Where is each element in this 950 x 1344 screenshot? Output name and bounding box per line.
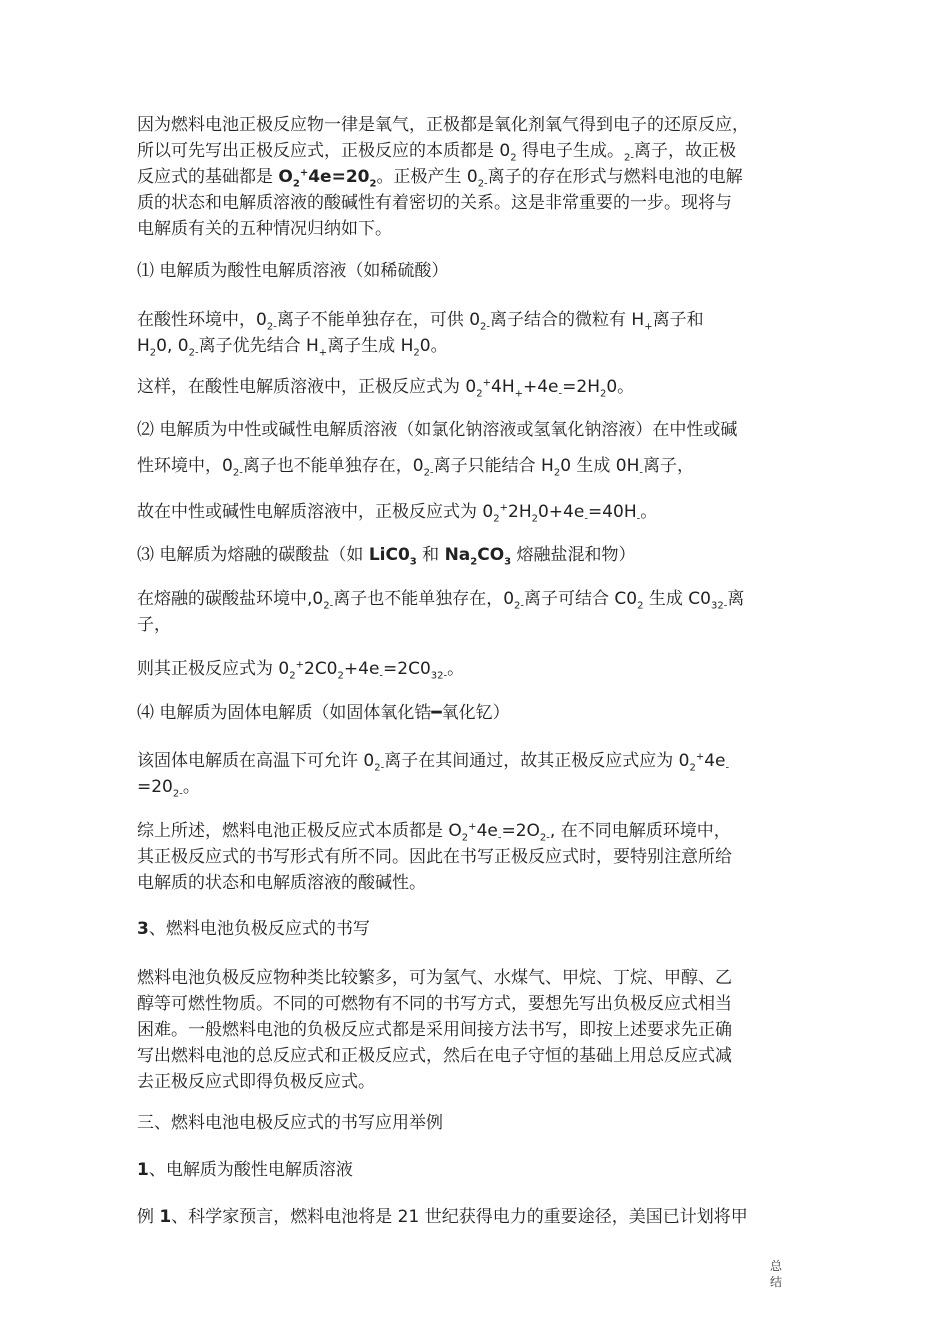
- text-line: 所以可先写出正极反应式，正极反应的本质都是 $0_2$ 得电子生成。$_{2-}$离子，故正极: [137, 141, 736, 164]
- acid-paragraph-1: [137, 307, 817, 359]
- acid-paragraph-2: 这样，在酸性电解质溶液中，正极反应式为 $0_2^+4H_++4e_-=2H_20$。: [137, 377, 635, 400]
- text-line: 因为燃料电池正极反应物一律是氧气，正极都是氧化剂氧气得到电子的还原反应，: [137, 115, 749, 135]
- negative-electrode-paragraph: 燃料电池负极反应物种类比较繁多，可为氢气、水煤气、甲烷、丁烷、甲醇、乙 醇等可燃性物质。不同的可燃物有不同的书写方式，要想先写出负极反应式相当 困难。一般燃料电池的负极反应式都是采用间接方法书写，即按上述要求先正确 写出燃料电池的总反应式和正极反应式，然后在电子守恒的基础上用总反应式减 去正极反应式即得负极反应式。: [137, 968, 732, 1092]
- case-4-heading: ⑷ 电解质为固体电解质（如固体氧化锆━氧化钇）: [137, 703, 510, 723]
- subsection-1-heading: 1、电解质为酸性电解质溶液: [137, 1160, 353, 1180]
- melt-paragraph-1: 在熔融的碳酸盐环境中$,0_{2-}$离子也不能单独存在，$0_{2-}$离子可结合 $C0_2$ 生成 $C0_{32-}$离 子，: [137, 589, 745, 635]
- summary-paragraph: 综上所述，燃料电池正极反应式本质都是 $O_2^+4e_-=2O_{2-}$, 在不同电解质环境中， 其正极反应式的书写形式有所不同。因此在书写正极反应式时，要特别注意所给 电解质的状态和电解质溶液的酸碱性。: [137, 821, 732, 893]
- melt-paragraph-2: 则其正极反应式为 $0_2^+2C0_2+4e_-=2C0_{32-}$。: [137, 659, 465, 682]
- text-line: 在酸性环境中，$0_{2-}$离子不能单独存在，可供 $0_{2-}$离子结合的微粒有 $H_+$离子和: [137, 310, 704, 333]
- case-1-heading: ⑴ 电解质为酸性电解质溶液（如稀硫酸）: [137, 261, 449, 281]
- intro-paragraph: [137, 112, 817, 242]
- text-line: 质的状态和电解质溶液的酸碱性有着密切的关系。这是非常重要的一步。现将与: [137, 193, 732, 213]
- text-line: 反应式的基础都是 $O_2^+4e=20_2$。正极产生 $0_{2-}$离子的存在形式与燃料电池的电解: [137, 167, 743, 190]
- neutral-paragraph: 故在中性或碱性电解质溶液中，正极反应式为 $0_2^+2H_20+4e_-=40H_-$。: [137, 502, 658, 525]
- page-footer: 总 结: [770, 1259, 783, 1289]
- case-3-heading: ⑶ 电解质为熔融的碳酸盐（如 $LiC0_3$ 和 $Na_2CO_3$ 熔融盐混和物）: [137, 545, 636, 568]
- example-1-paragraph: 例 1、科学家预言，燃料电池将是 21 世纪获得电力的重要途径，美国已计划将甲: [137, 1207, 748, 1227]
- solid-paragraph: 该固体电解质在高温下可允许 $0_{2-}$离子在其间通过，故其正极反应式应为 $0_2^+4e_-$ $=20_{2-}$。: [137, 751, 730, 800]
- section-3-heading: 3、燃料电池负极反应式的书写: [137, 919, 370, 939]
- text-line: $H_20$, $0_{2-}$离子优先结合 $H_+$离子生成 $H_20$。: [137, 336, 448, 359]
- base-formula: $O_2^+4e=20_2$: [278, 167, 377, 190]
- section-three-heading: 三、燃料电池电极反应式的书写应用举例: [137, 1113, 443, 1133]
- case-2-heading: ⑵ 电解质为中性或碱性电解质溶液（如氯化钠溶液或氢氧化钠溶液）在中性或碱 性环境中，$0_{2-}$离子也不能单独存在，$0_{2-}$离子只能结合 $H_20$ 生成 $0H_-$离子，: [137, 420, 738, 479]
- text-line: 电解质有关的五种情况归纳如下。: [137, 219, 392, 239]
